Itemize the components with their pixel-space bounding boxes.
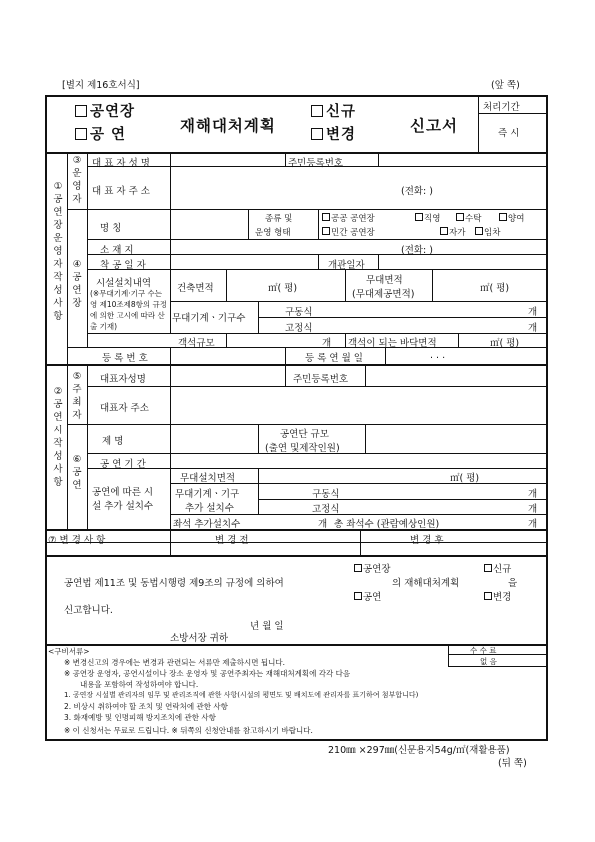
fixed-unit: 개 (528, 323, 538, 334)
footer-item3: 3. 화재예방 및 인명피해 방지조치에 관한 사항 (64, 713, 216, 722)
venue-label: ④ 공 연 장 (72, 259, 82, 309)
total-seats-unit: 개 (528, 519, 538, 530)
page-side-front: (앞 쪽) (491, 80, 520, 91)
seat-scale-label: 객석규모 (178, 338, 215, 349)
change-items-label: ⑦ 변 경 사 항 (48, 535, 106, 546)
troupe-scale-2: (출연 및제작인원) (265, 443, 340, 454)
processing-period-label: 처리기간 (483, 102, 520, 113)
opt-yang[interactable]: 양여 (499, 212, 524, 224)
checkbox-icon (322, 227, 330, 235)
decl-opt-change[interactable]: 변경 (484, 589, 511, 603)
decl-opt-venue[interactable]: 공연장 (354, 561, 391, 575)
header-opt-new[interactable]: 신규 (311, 100, 356, 121)
performance-label: ⑥ 공 연 (72, 454, 82, 491)
declaration-to: 소방서장 귀하 (170, 633, 229, 644)
type-label-1: 종류 및 (265, 214, 293, 224)
checkbox-icon (322, 213, 330, 221)
opt-own[interactable]: 자가 (440, 226, 465, 238)
checkbox-icon (499, 213, 507, 221)
change-before-label: 변 경 전 (215, 535, 249, 546)
fee-value: 없 음 (480, 657, 497, 666)
perf-driven-label: 구동식 (312, 489, 340, 500)
mach-add-1: 무대기계ㆍ기구 (175, 489, 240, 500)
section1-label: ① 공 연 장 운 영 자 작 성 사 항 (53, 181, 63, 322)
section2-label: ② 공 연 시 작 성 사 항 (53, 386, 63, 488)
footer-item2: 2. 비상시 취하여야 할 조치 및 연락처에 관한 사항 (64, 702, 228, 711)
checkbox-icon (75, 128, 87, 140)
open-date-label: 개관일자 (328, 260, 365, 271)
operator-label: ③ 운 영 자 (72, 155, 82, 205)
seat-unit: 개 (322, 338, 332, 349)
reg-date-label: 등 록 연 월 일 (305, 353, 363, 364)
phone-field[interactable]: (전화: ) (401, 186, 433, 197)
driven-unit: 개 (528, 307, 538, 318)
start-date-label: 착 공 일 자 (100, 260, 146, 271)
rep-name-label: 대 표 자 성 명 (92, 158, 150, 169)
phone2-field[interactable]: (전화: ) (401, 245, 433, 256)
reg-date-dots: . . . (430, 350, 446, 361)
machinery-label: 무대기계ㆍ기구수 (172, 313, 246, 324)
checkbox-icon (475, 227, 483, 235)
facility-title: 시설설치내역 (96, 278, 152, 289)
perf-fixed-label: 고정식 (312, 504, 340, 515)
building-area-label: 건축면적 (177, 283, 214, 294)
troupe-scale-1: 공연단 규모 (280, 429, 329, 440)
checkbox-icon (484, 592, 492, 600)
processing-period-value: 즉 시 (498, 128, 520, 139)
header-opt-change[interactable]: 변경 (311, 123, 356, 144)
checkbox-icon (354, 564, 362, 572)
footer-item1: 1. 공연장 시설별 관리자의 임무 및 관리조직에 관한 사항(시설의 평면도 및 배치도에 관리자를 표기하여 첨부합니다) (64, 691, 419, 699)
footer-note1: ※ 변경신고의 경우에는 변경과 관련되는 서류만 제출하시면 됩니다. (64, 658, 285, 667)
organizer-label: ⑤ 주 최 자 (72, 371, 82, 421)
building-area-unit: ㎡( 평) (268, 283, 298, 294)
facility-add-2: 설 추가 설치수 (92, 501, 154, 512)
checkbox-icon (415, 213, 423, 221)
decl-opt-perf[interactable]: 공연 (354, 589, 381, 603)
opt-private-venue[interactable]: 민간 공연장 (322, 226, 375, 238)
perf-subject-label: 제 명 (102, 436, 124, 447)
checkbox-icon (440, 227, 448, 235)
title-main: 재해대처계획 (180, 117, 276, 135)
fee-label: 수 수 료 (470, 646, 497, 655)
declaration-eul: 을 (508, 578, 518, 589)
rep-address-label: 대 표 자 주 소 (92, 186, 150, 197)
form-id: [별지 제16호서식] (62, 80, 140, 91)
fixed-label: 고정식 (285, 323, 313, 334)
perf-driven-unit: 개 (528, 489, 538, 500)
mach-add-2: 추가 설치수 (185, 503, 234, 514)
seat-floor-unit: ㎡( 평) (490, 338, 520, 349)
header-opt-venue[interactable]: 공연장 (75, 100, 135, 121)
facility-note: (※무대기계·기구 수는 영 제10조제8항의 규정에 의한 고시에 따라 산출 기재) (90, 289, 168, 331)
paper-spec: 210㎜ ×297㎜(신문용지54g/㎡(재활용품) (328, 745, 510, 756)
stage-area-label: 무대면적 (366, 275, 403, 286)
opt-rent[interactable]: 임차 (475, 226, 500, 238)
organizer-address: 대표자 주소 (100, 403, 149, 414)
checkbox-icon (456, 213, 464, 221)
resident-no-label: 주민등록번호 (288, 158, 344, 169)
venue-name-label: 명 칭 (100, 223, 122, 234)
location-label: 소 재 지 (100, 245, 134, 256)
checkbox-icon (75, 105, 87, 117)
declaration-line2: 신고합니다. (64, 605, 113, 616)
footer-note3: ※ 이 신청서는 무료로 드립니다. ※ 뒤쪽의 신청안내를 참고하시기 바랍니다. (64, 726, 313, 735)
facility-add-1: 공연에 따른 시 (92, 487, 154, 498)
header-opt-performance[interactable]: 공 연 (75, 123, 126, 144)
declaration-line1: 공연법 제11조 및 동법시행령 제9조의 규정에 의하여 (64, 578, 284, 589)
seat-floor-label: 객석이 되는 바닥면적 (348, 338, 437, 349)
perf-period-label: 공 연 기 간 (100, 459, 146, 470)
declaration-mid: 의 재해대처계획 (392, 578, 460, 589)
opt-public-venue[interactable]: 공공 공연장 (322, 212, 375, 224)
checkbox-icon (354, 592, 362, 600)
type-label-2: 운영 형태 (255, 228, 291, 238)
stage-area-unit: ㎡( 평) (480, 283, 510, 294)
opt-direct[interactable]: 직영 (415, 212, 440, 224)
stage-add-label: 무대설치면적 (180, 473, 236, 484)
footer-note2b: 내용을 포함하여 작성하여야 합니다. (80, 680, 199, 689)
checkbox-icon (311, 105, 323, 117)
opt-consign[interactable]: 수탁 (456, 212, 481, 224)
checkbox-icon (311, 128, 323, 140)
change-after-label: 변 경 후 (410, 535, 444, 546)
stage-area-sub: (무대제공면적) (352, 289, 415, 300)
checkbox-icon (484, 564, 492, 572)
docs-title: <구비서류> (48, 647, 90, 656)
perf-fixed-unit: 개 (528, 504, 538, 515)
stage-add-unit: ㎡( 평) (450, 473, 480, 484)
reg-no-label: 등 록 번 호 (102, 353, 148, 364)
seat-add-label: 좌석 추가설치수 (173, 519, 241, 530)
organizer-resident-no: 주민등록번호 (293, 374, 349, 385)
decl-opt-new[interactable]: 신규 (484, 561, 511, 575)
total-seats-label: 총 좌석수 (관람예상인원) (334, 519, 440, 530)
footer-note2: ※ 공연장 운영자, 공연시설이나 장소 운영자 및 공연주최자는 재해대처계획에 각각 다음 (64, 669, 351, 678)
title-report: 신고서 (410, 117, 458, 135)
driven-label: 구동식 (285, 307, 313, 318)
organizer-rep-name: 대표자성명 (100, 374, 146, 385)
page-side-back: (뒤 쪽) (498, 758, 527, 769)
declaration-date: 년 월 일 (250, 621, 284, 632)
seat-add-unit: 개 (318, 519, 328, 530)
